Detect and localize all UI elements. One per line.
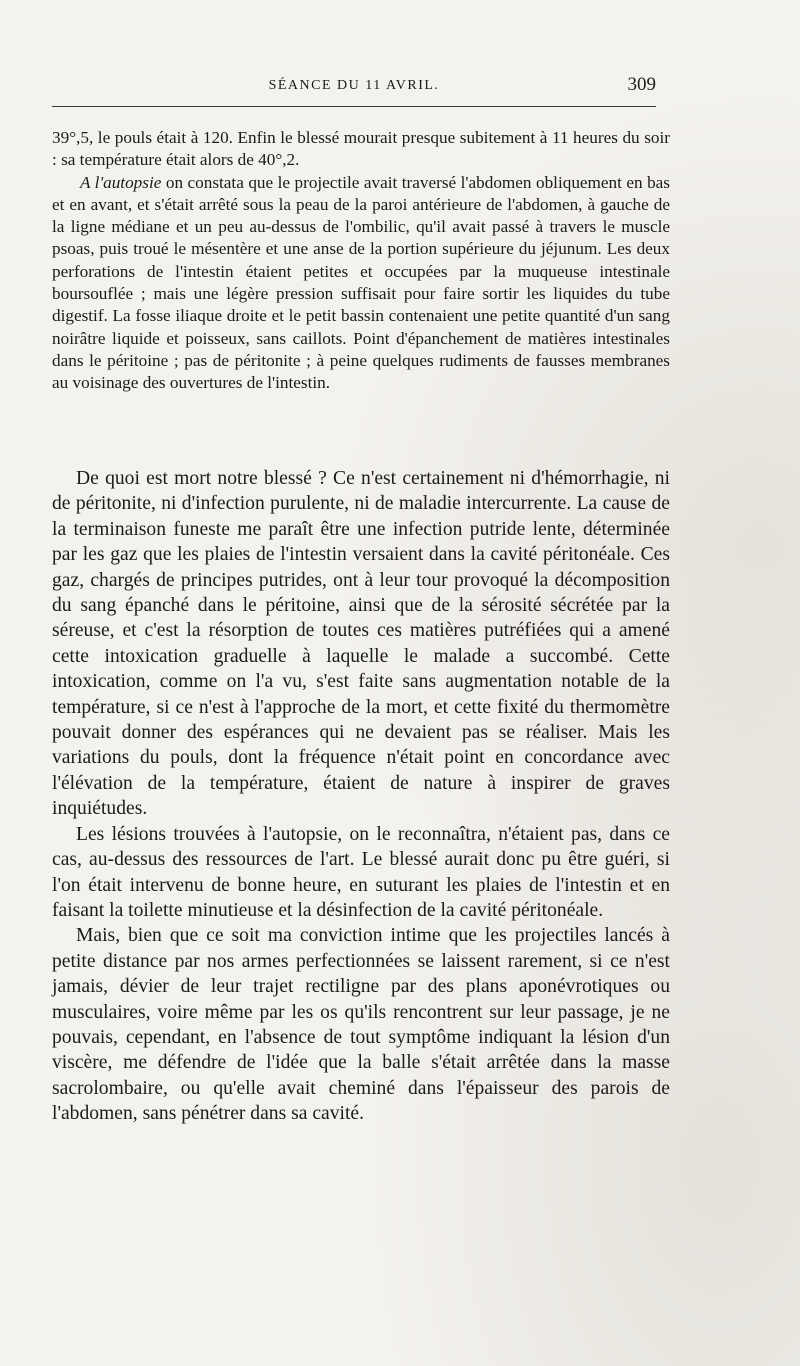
paragraph: De quoi est mort notre blessé ? Ce n'est certainement ni d'hémorrhagie, ni de péritonite, ni d'infection purulente, ni de maladie intercurrente. La cause de la terminaison funeste me paraît être une infection putride lente, déterminée par les gaz que les plaies de l'intestin versaient dans la cavité péritonéale. Ces gaz, chargés de principes putrides, ont à leur tour provoqué la décomposition du sang épanché dans le péritoine, ainsi que de la sérosité sécrétée par la séreuse, et c'est la résorption de toutes ces matières putréfiées qui a amené cette intoxication graduelle à laquelle le malade a succombé. Cette intoxication, comme on l'a vu, s'est faite sans augmentation notable de la température, si ce n'est à l'approche de la mort, et cette fixité du thermomètre pouvait donner des espérances qui ne devaient pas se réaliser. Mais les variations du pouls, dont la fréquence n'était point en concordance avec l'élévation de la température, étaient de nature à inspirer de graves inquiétudes.: [52, 468, 670, 820]
header-rule: [52, 106, 656, 107]
paragraph: [52, 172, 670, 395]
discussion-block: [52, 466, 670, 1127]
running-title: SÉANCE DU 11 AVRIL.: [268, 78, 440, 93]
paragraph-text: on constata que le projectile avait traversé l'abdomen obliquement en bas et en avant, et s'était arrêté sous la peau de la paroi antérieure de l'abdomen, à gauche de la ligne médiane et un peu au-dessus de l'ombilic, qu'il avait passé à travers le muscle psoas, puis troué le mésentère et une anse de la portion supérieure du jéjunum. Les deux perforations de l'intestin étaient petites et occupées par la muqueuse intestinale boursouflée ; mais une légère pression suffisait pour faire sortir les liquides du tube digestif. La fosse iliaque droite et le petit bassin contenaient une petite quantité d'un sang noirâtre liquide et poisseux, sans caillots. Point d'épanchement de matières intestinales dans le péritoine ; pas de péritonite ; à peine quelques rudiments de fausses membranes au voisinage des ouvertures de l'intestin.: [52, 172, 670, 393]
italic-lead: A l'autopsie: [80, 172, 162, 192]
page-header: [52, 74, 656, 102]
paragraph: Les lésions trouvées à l'autopsie, on le reconnaîtra, n'étaient pas, dans ce cas, au-dessus des ressources de l'art. Le blessé aurait donc pu être guéri, si l'on était intervenu de bonne heure, en suturant les plaies de l'intestin et en faisant la toilette minutieuse et la désinfection de la cavité péritonéale.: [52, 823, 670, 921]
case-report-block: [52, 127, 670, 395]
paragraph-text: 39°,5, le pouls était à 120. Enfin le blessé mourait presque subitement à 11 heures du soir : sa température était alors de 40°,2.: [52, 128, 670, 170]
paragraph: [52, 127, 670, 172]
paragraph: Mais, bien que ce soit ma conviction intime que les projectiles lancés à petite distance par nos armes perfectionnées se laissent rarement, si ce n'est jamais, dévier de leur trajet rectiligne par des plans aponévrotiques ou musculaires, voire même par les os qu'ils rencontrent sur leur passage, je ne pouvais, cependant, en l'absence de tout symptôme indiquant la lésion d'un viscère, me défendre de l'idée que la balle s'était arrêtée dans la masse sacrolombaire, ou qu'elle avait cheminé dans l'épaisseur des parois de l'abdomen, sans pénétrer dans sa cavité.: [52, 925, 670, 1125]
page-number: 309: [627, 74, 656, 95]
